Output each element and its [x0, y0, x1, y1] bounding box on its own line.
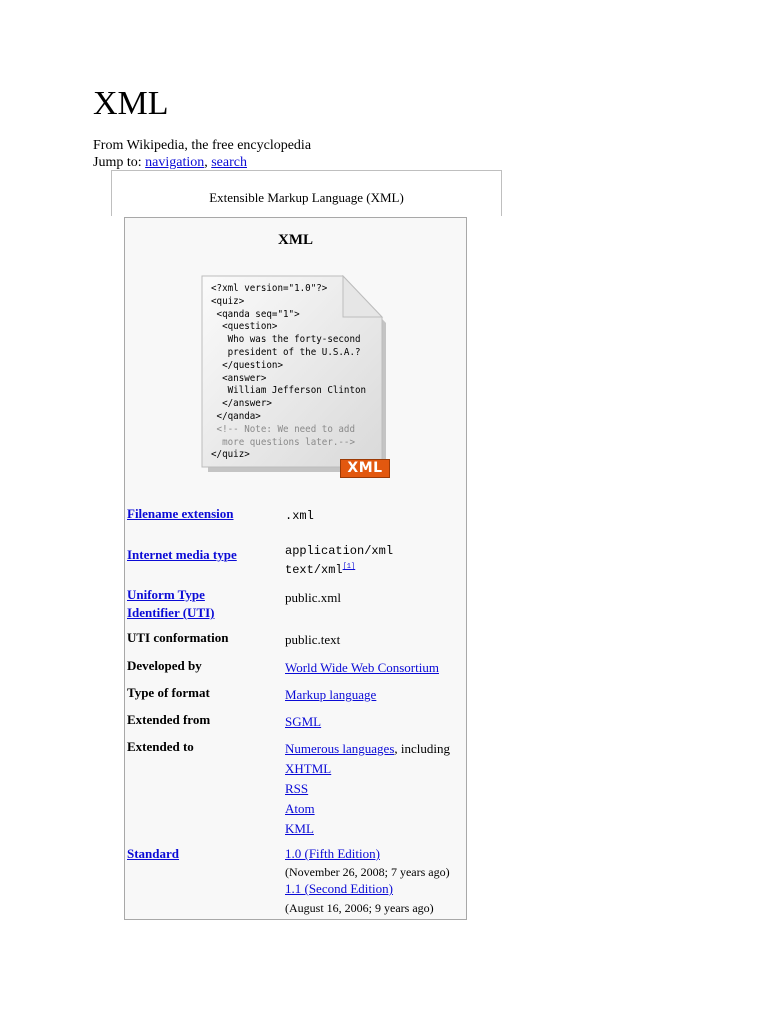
code-line: <answer> [211, 372, 267, 384]
uti-label-line2[interactable]: Identifier (UTI) [127, 605, 215, 620]
media-type-value-1: application/xml [285, 544, 394, 558]
jump-to [93, 154, 247, 171]
jump-search-link[interactable]: search [211, 155, 247, 170]
numerous-languages-link[interactable]: Numerous languages [285, 741, 395, 756]
uti-value: public.xml [285, 590, 341, 605]
media-type-value-2-row [285, 561, 355, 579]
xml-logo-badge: XML [340, 459, 390, 478]
extended-to-xhtml-link[interactable]: XHTML [285, 761, 332, 776]
code-line: </quiz> [211, 449, 250, 461]
code-line: president of the U.S.A.? [211, 346, 361, 358]
code-line: <qanda seq="1"> [211, 308, 300, 320]
type-of-format-link[interactable]: Markup language [285, 687, 377, 702]
standard-edition-1-date: (November 26, 2008; 7 years ago) [285, 865, 450, 879]
media-type-value-2: text/xml [285, 563, 343, 577]
reference-link[interactable]: [1] [342, 563, 356, 571]
standard-edition-1-link[interactable]: 1.0 (Fifth Edition) [285, 846, 380, 861]
code-line: </answer> [211, 398, 272, 410]
media-type-label[interactable]: Internet media type [127, 547, 237, 562]
standard-edition-2-date: (August 16, 2006; 9 years ago) [285, 901, 434, 915]
extended-to-intro [285, 740, 450, 758]
extended-to-kml-link[interactable]: KML [285, 821, 314, 836]
tagline: From Wikipedia, the free encyclopedia [93, 138, 312, 153]
code-line: <quiz> [211, 295, 245, 307]
extended-from-label: Extended from [127, 712, 211, 727]
code-line: <?xml version="1.0"?> [211, 283, 328, 294]
page-title: XML [93, 85, 169, 122]
xml-code-sample [211, 283, 366, 462]
filename-extension-label[interactable]: Filename extension [127, 506, 234, 521]
type-of-format-label: Type of format [127, 685, 210, 700]
extended-to-including: , including [394, 741, 450, 756]
code-comment-line: more questions later.--> [211, 436, 356, 448]
extended-from-link[interactable]: SGML [285, 714, 322, 729]
standard-edition-2-link[interactable]: 1.1 (Second Edition) [285, 881, 393, 896]
jump-separator: , [204, 155, 212, 170]
code-line: <question> [211, 321, 278, 333]
infobox-caption: Extensible Markup Language (XML) [111, 170, 502, 216]
uti-label-line1[interactable]: Uniform Type [127, 587, 205, 602]
jump-to-prefix: Jump to: [93, 155, 146, 170]
code-line: Who was the forty-second [211, 334, 361, 346]
code-line: </qanda> [211, 410, 261, 422]
code-comment-line: <!-- Note: We need to add [211, 423, 356, 435]
uti-conformation-value: public.text [285, 632, 341, 647]
code-line: </question> [211, 359, 284, 371]
developed-by-link[interactable]: World Wide Web Consortium [285, 660, 439, 675]
extended-to-atom-link[interactable]: Atom [285, 801, 315, 816]
filename-extension-value: .xml [285, 509, 314, 523]
jump-navigation-link[interactable]: navigation [145, 155, 205, 170]
extended-to-label: Extended to [127, 739, 194, 754]
standard-label[interactable]: Standard [127, 846, 180, 861]
uti-conformation-label: UTI conformation [127, 630, 229, 645]
extended-to-rss-link[interactable]: RSS [285, 781, 309, 796]
developed-by-label: Developed by [127, 658, 202, 673]
code-line: William Jefferson Clinton [211, 385, 367, 397]
infobox-title: XML [278, 232, 313, 248]
